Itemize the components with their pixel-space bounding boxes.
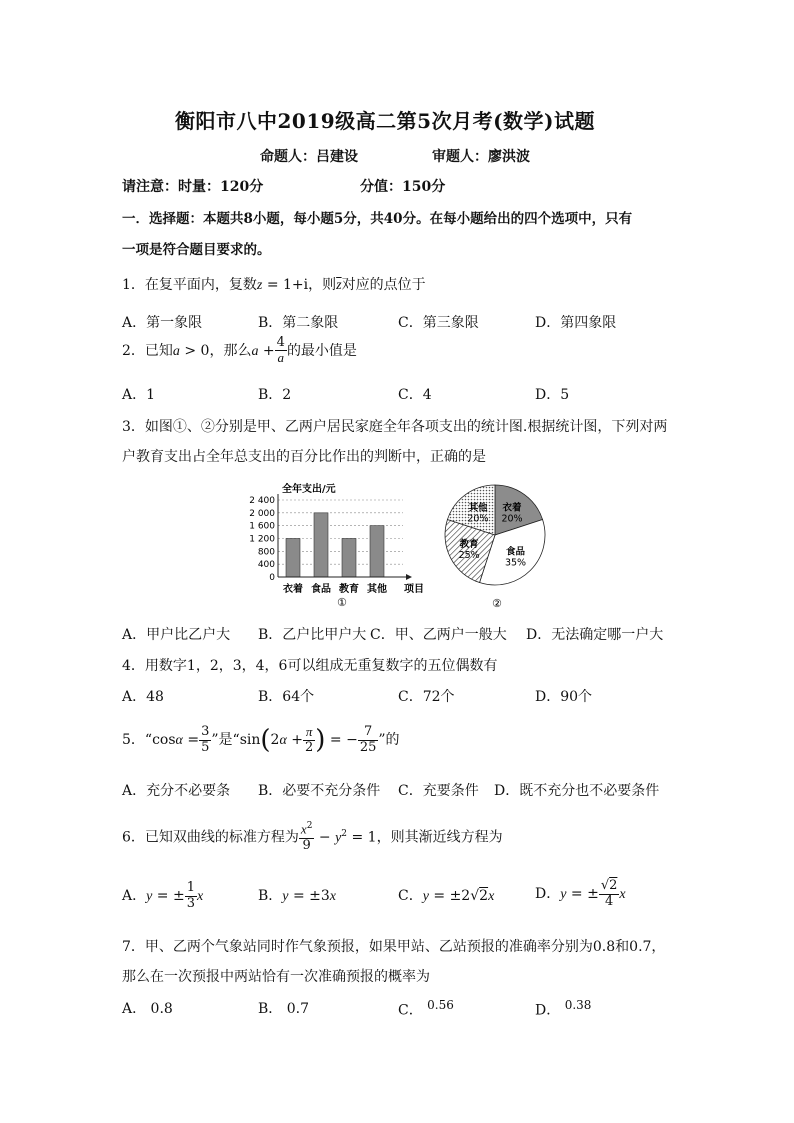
q2-pre: 2．已知 <box>122 342 173 359</box>
setter: 命题人：吕建设 <box>260 149 358 165</box>
bar-y-tick-label: 2 000 <box>249 508 275 519</box>
section-heading: 一．选择题：本题共8小题，每小题5分，共40分。在每小题给出的四个选项中，只有 <box>122 211 633 227</box>
q7-value-d: 0.38 <box>564 998 592 1012</box>
pie-slice-label: 食品 <box>505 546 526 558</box>
question-1: 1．在复平面内，复数z = 1+i，则$\overline{z}$对应的点位于 <box>122 277 426 293</box>
q5-mid: ”是“ <box>211 732 240 748</box>
question-3-line1: 3．如图①、②分别是甲、乙两户居民家庭全年各项支出的统计图.根据统计图，下列对两 <box>122 419 668 435</box>
q5-option-c: C．充要条件 <box>398 783 479 799</box>
q6-pre: 6．已知双曲线的标准方程为 <box>122 829 299 846</box>
q1-option-b: B．第二象限 <box>258 315 339 331</box>
bar-x-axis-label: 项目 <box>404 584 424 595</box>
q6-option-d: D．y = ± $\frac{√2}{4}$ x <box>535 878 626 909</box>
q3-option-c: C．甲、乙两户一般大 <box>370 627 507 643</box>
q7-option-b: B． 0.7 <box>258 1001 310 1017</box>
q7-option-c <box>398 998 454 1020</box>
q6-label-a: A． <box>122 888 147 904</box>
q2-mid: ，那么 <box>209 342 252 359</box>
bar-y-tick-label: 800 <box>257 547 275 558</box>
q4-option-b: B．64个 <box>258 689 315 705</box>
bar-x-arrow <box>406 574 412 580</box>
q5-option-b: B．必要不充分条件 <box>258 783 381 799</box>
bar-chart <box>238 480 438 610</box>
q1-mid: ，则 <box>308 277 337 293</box>
score-notice: 分值：150分 <box>360 179 446 195</box>
page-title: 衡阳市八中2019级高二第5次月考(数学)试题 <box>175 109 596 133</box>
pie-chart-caption: ② <box>492 597 502 610</box>
q1-option-c: C．第三象限 <box>398 315 479 331</box>
q2-option-c: C．4 <box>398 387 432 403</box>
q5-pre: 5．“ <box>122 732 153 748</box>
bar-x-tick-label: 教育 <box>339 584 359 595</box>
q7-option-d <box>535 998 591 1020</box>
bar-chart-caption: ① <box>337 596 347 609</box>
bar-2 <box>314 513 328 577</box>
question-6: 6．已知双曲线的标准方程为 $\frac{x^2}{9}$ − $y^2 = 1$，则其渐近线方程为 <box>122 821 503 853</box>
pie-slice-label: 衣着 <box>502 502 522 514</box>
q7-label-d: D． <box>535 1002 561 1019</box>
q6-option-c: C．y = ±2√2x <box>398 888 495 904</box>
bar-4 <box>370 526 384 577</box>
q3-option-d: D．无法确定哪一户大 <box>526 627 664 643</box>
bar-y-tick-label: 1 200 <box>249 534 275 545</box>
q6-option-b: B．y = ±3x <box>258 888 337 904</box>
pie-slice-label: 其他 <box>468 502 488 514</box>
pie-slice-pct: 35% <box>504 557 527 569</box>
time-notice: 请注意：时量：120分 <box>122 179 264 195</box>
q6-label-b: B． <box>258 888 283 904</box>
q6-label-d: D． <box>535 886 561 902</box>
bar-1 <box>286 539 300 578</box>
bar-y-tick-label: 2 400 <box>249 496 275 506</box>
q7-option-a: A． 0.8 <box>122 1001 173 1017</box>
q5-post: ”的 <box>378 732 400 748</box>
q2-option-a: A．1 <box>122 387 156 403</box>
bar-y-tick-label: 1 600 <box>249 521 275 532</box>
q4-option-c: C．72个 <box>398 689 455 705</box>
q4-option-d: D．90个 <box>535 689 593 705</box>
question-4: 4．用数字1，2，3，4，6可以组成无重复数字的五位偶数有 <box>122 658 498 674</box>
q6-label-c: C． <box>398 888 423 904</box>
pie-slice-pct: 20% <box>467 513 489 525</box>
question-5: 5．“cosα = $\frac{3}{5}$ ”是“sin(2α + $\frac{\pi}{2}$ ) = − $\frac{7}{25}$ ”的 <box>122 724 400 755</box>
q6-option-a: A．y = ± $\frac{1}{3}$ x <box>122 880 204 911</box>
q2-post: 的最小值是 <box>286 342 357 359</box>
q1-option-a: A．第一象限 <box>122 315 203 331</box>
bar-chart-title: 全年支出/元 <box>282 484 336 495</box>
bar-y-tick-label: 400 <box>257 560 275 571</box>
q1-option-d: D．第四象限 <box>535 315 617 331</box>
q5-option-a: A．充分不必要条 <box>122 783 231 799</box>
section-heading-2: 一项是符合题目要求的。 <box>122 242 271 258</box>
pie-slice-pct: 20% <box>501 513 523 525</box>
pie-slice-pct: 25% <box>458 550 480 562</box>
q2-option-d: D．5 <box>535 387 570 403</box>
question-7-line2: 那么在一次预报中两站恰有一次准确预报的概率为 <box>122 969 430 985</box>
question-2: 2．已知a > 0，那么a + $\frac{4}{a}$ 的最小值是 <box>122 335 357 366</box>
q1-pre: 1．在复平面内，复数 <box>122 277 257 293</box>
reviewer: 审题人：廖洪波 <box>432 149 530 165</box>
q7-value-c: 0.56 <box>427 998 454 1012</box>
bar-3 <box>342 539 356 578</box>
pie-chart <box>440 480 570 610</box>
q5-option-d: D．既不充分也不必要条件 <box>494 783 660 799</box>
bar-x-tick-label: 食品 <box>311 584 331 595</box>
q2-option-b: B．2 <box>258 387 292 403</box>
question-3-line2: 户教育支出占全年总支出的百分比作出的判断中，正确的是 <box>122 449 486 465</box>
q7-label-c: C． <box>398 1002 423 1019</box>
q1-post: 对应的点位于 <box>341 277 426 293</box>
q3-option-a: A．甲户比乙户大 <box>122 627 231 643</box>
q4-option-a: A．48 <box>122 689 164 705</box>
bar-x-tick-label: 其他 <box>367 584 387 595</box>
pie-slice-label: 教育 <box>459 539 479 551</box>
bar-x-tick-label: 衣着 <box>283 584 303 595</box>
q3-option-b: B．乙户比甲户大 <box>258 627 367 643</box>
q6-post: ，则其渐近线方程为 <box>376 829 503 846</box>
question-7-line1: 7．甲、乙两个气象站同时作气象预报，如果甲站、乙站预报的准确率分别为0.8和0.7， <box>122 939 666 955</box>
bar-y-tick-label: 0 <box>269 573 275 583</box>
